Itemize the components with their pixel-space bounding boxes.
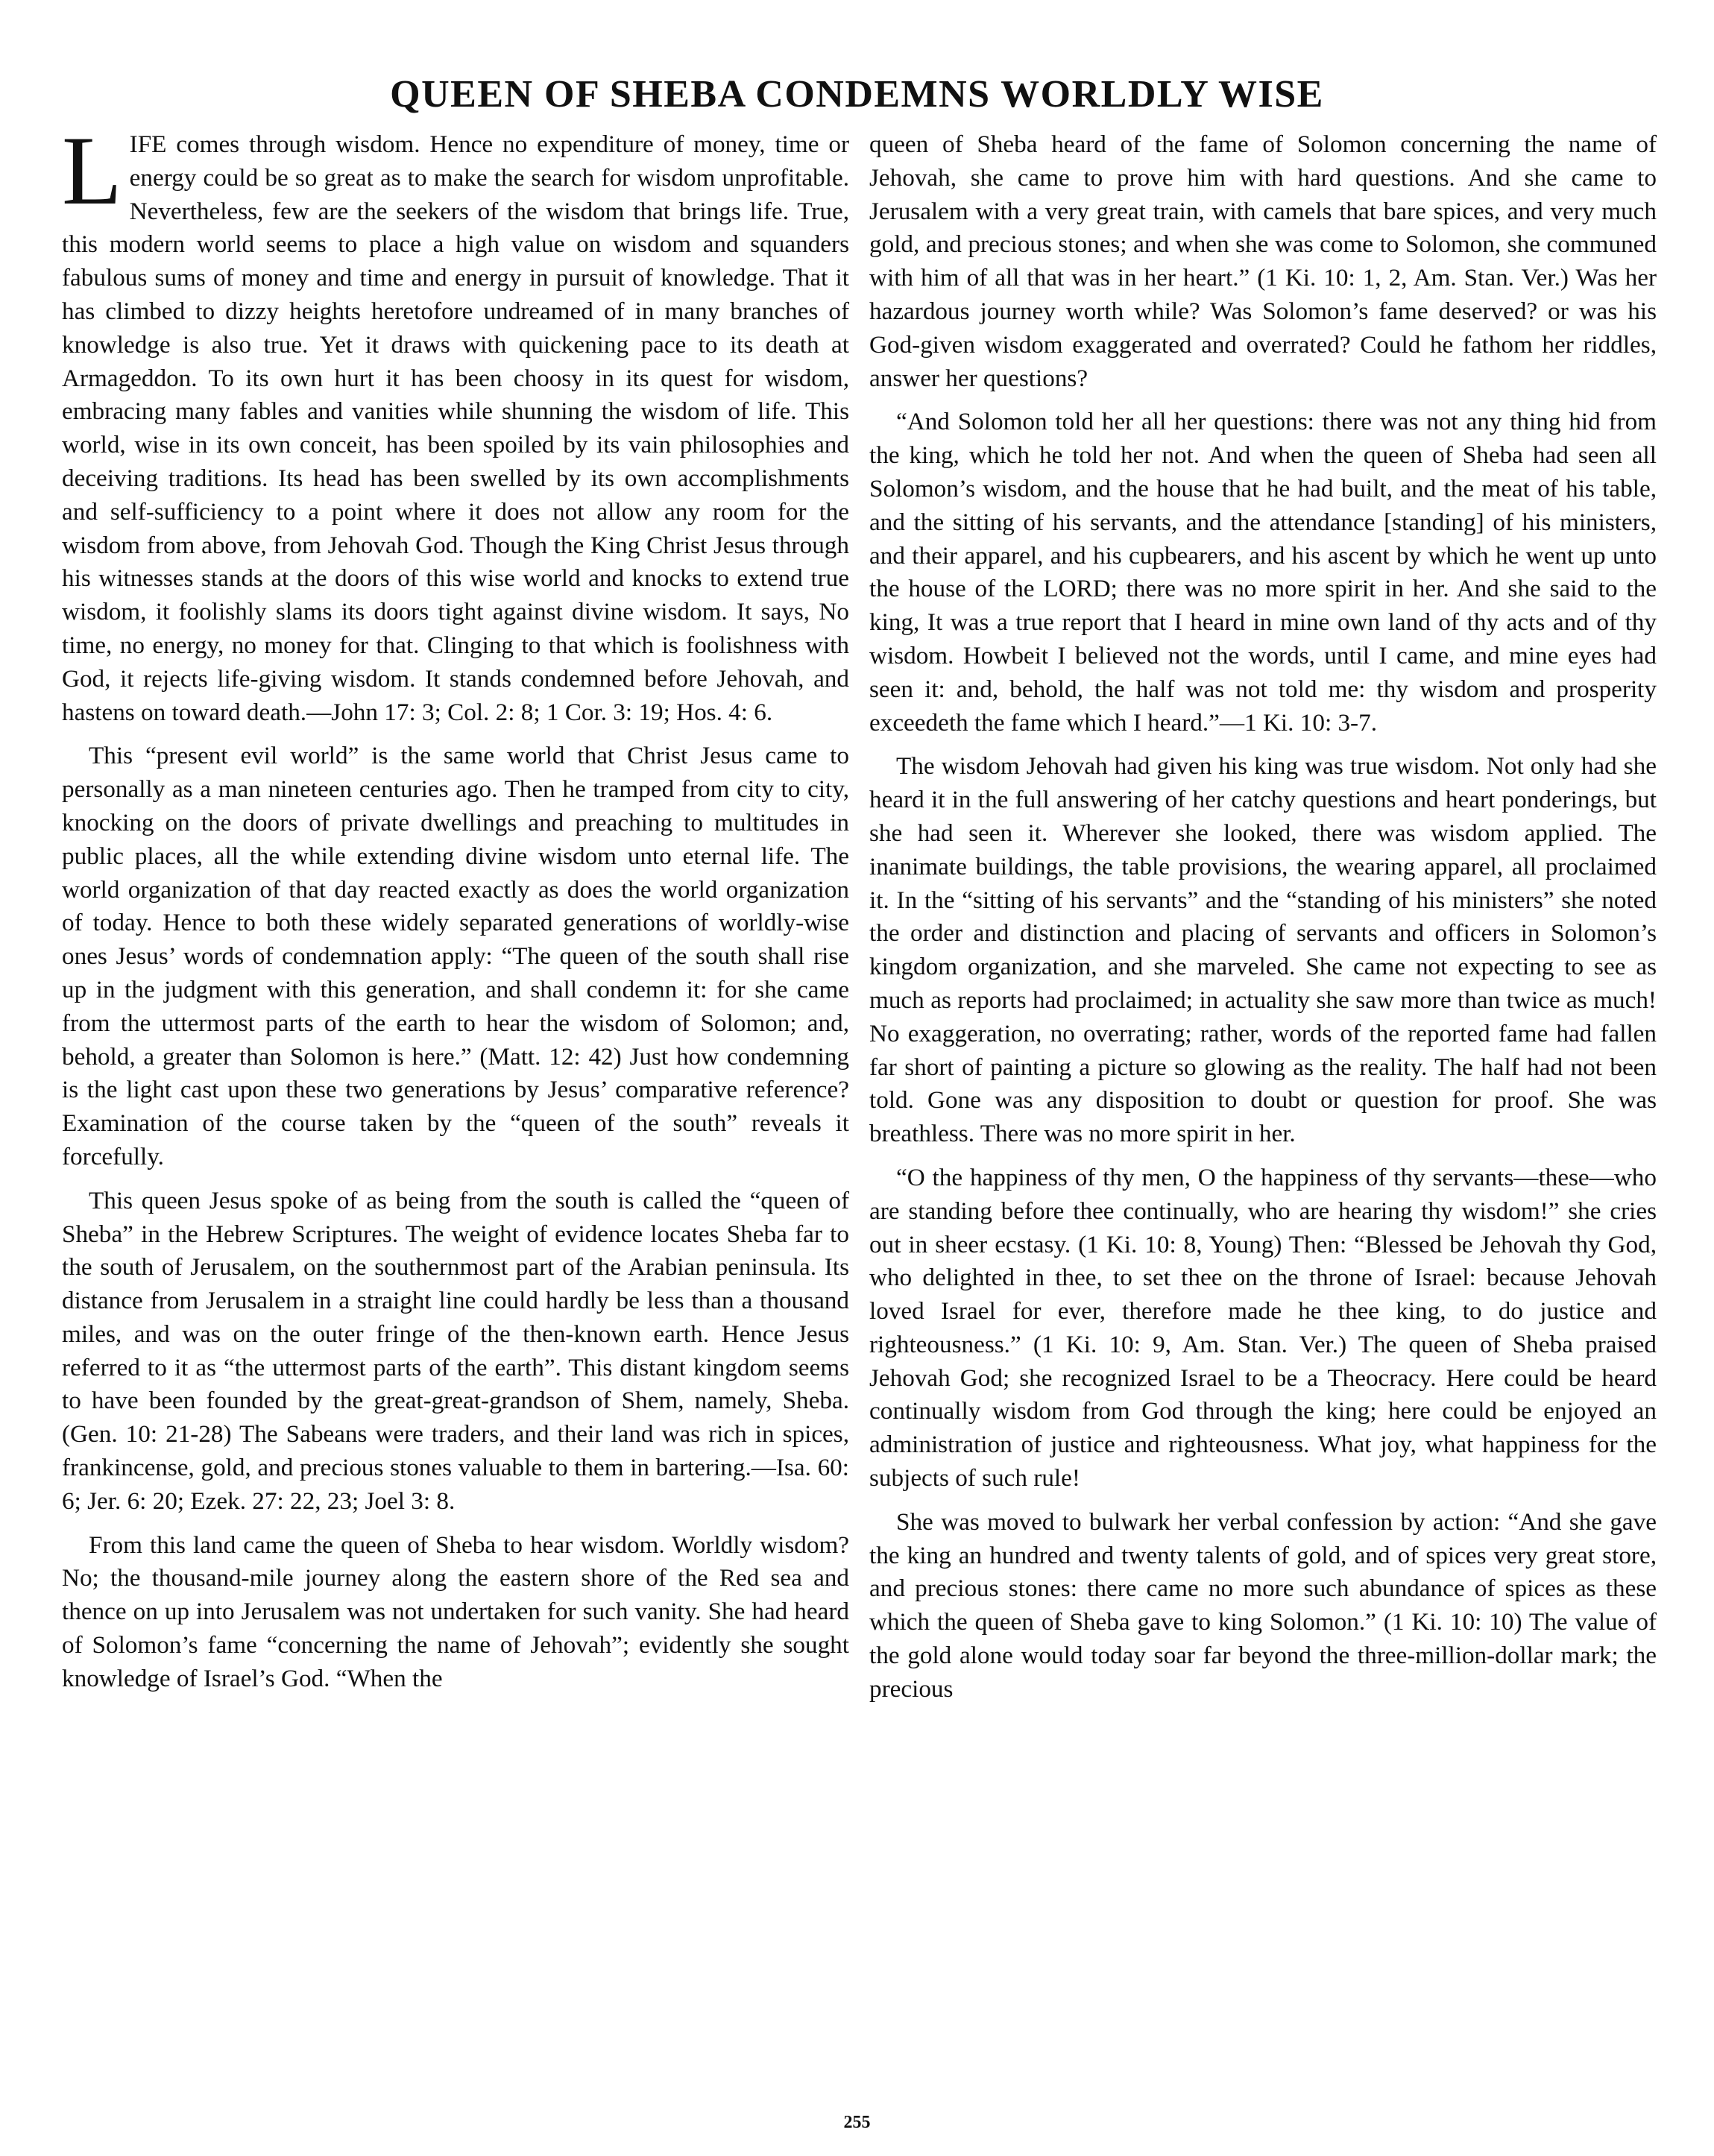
paragraph	[62, 116, 849, 729]
paragraph: “And Solomon told her all her questions: there was not any thing hid from the king, which he told her not. And when the queen of Sheba had seen all Solomon’s wisdom, and the house that he had built, and the meat of his table, and the sitting of his servants, and the attendance [standing] of his ministers, and their apparel, and his cupbearers, and his ascent by which he went up unto the house of the LORD; there was no more spirit in her. And she said to the king, It was a true report that I heard in mine own land of thy acts and of thy wisdom. Howbeit I believed not the words, until I came, and mine eyes had seen it: and, behold, the half was not told me: thy wisdom and prosperity exceedeth the fame which I heard.”—1 Ki. 10: 3-7.	[869, 408, 1657, 737]
right-column	[869, 128, 1657, 1717]
paragraph: She was moved to bulwark her verbal confession by action: “And she gave the king an hundred and twenty talents of gold, and of spices very great store, and precious stones: there came no more such abundance of spices as these which the queen of Sheba gave to king Solomon.” (1 Ki. 10: 10) The value of the gold alone would today soar far beyond the three-million-dollar mark; the precious	[869, 1507, 1657, 1703]
paragraph: The wisdom Jehovah had given his king was true wisdom. Not only had she heard it in the full answering of her catchy questions and heart ponderings, but she had seen it. Wherever she looked, there was wisdom applied. The inanimate buildings, the table provisions, the wearing apparel, all proclaimed it. In the “sitting of his servants” and the “standing of his ministers” she noted the order and distinction and placing of servants and officers in Solomon’s kingdom organization, and she marveled. She came not expecting to see as much as reports had proclaimed; in actuality she saw more than twice as much! No exaggeration, no overrating; rather, words of the reported fame had fallen far short of painting a picture so glowing as the reality. The half had not been told. Gone was any disposition to doubt or question for proof. She was breathless. There was no more spirit in her.	[869, 752, 1657, 1148]
paragraph: This “present evil world” is the same world that Christ Jesus came to personally as a man nineteen centuries ago. Then he tramped from city to city, knocking on the doors of private dwellings and preaching to multitudes in public places, all the while extending divine wisdom unto eternal life. The world organization of that day reacted exactly as does the world organization of today. Hence to both these widely separated generations of worldly-wise ones Jesus’ words of condemnation apply: “The queen of the south shall rise up in the judgment with this generation, and shall condemn it: for she came from the uttermost parts of the earth to hear the wisdom of Solomon; and, behold, a greater than Solomon is here.” (Matt. 12: 42) Just how condemning is the light cast upon these two generations by Jesus’ comparative reference? Examination of the course taken by the “queen of the south” reveals it forcefully.	[62, 742, 849, 1170]
page-title: QUEEN OF SHEBA CONDEMNS WORLDLY WISE	[390, 72, 1324, 116]
page-number: 255	[843, 2113, 871, 2132]
paragraph: From this land came the queen of Sheba to hear wisdom. Worldly wisdom? No; the thousand-mile journey along the eastern shore of the Red sea and thence on up into Jerusalem was not undertaken for such vanity. She had heard of Solomon’s fame “concerning the name of Jehovah”; evidently she sought knowledge of Israel’s God. “When the	[62, 1531, 849, 1692]
paragraph-text: IFE comes through wisdom. Hence no expenditure of money, time or energy could be so great as to make the search for wisdom unprofitable. Nevertheless, few are the seekers of the wisdom that brings life. True, this modern world seems to place a high value on wisdom and squanders fabulous sums of money and time and energy in pursuit of knowledge. That it has climbed to dizzy heights heretofore undreamed of in many branches of knowledge is also true. Yet it draws with quickening pace to its death at Armageddon. To its own hurt it has been choosy in its quest for wisdom, embracing many fables and vanities while shunning the wisdom of life. This world, wise in its own conceit, has been spoiled by its vain philosophies and deceiving traditions. Its head has been swelled by its own accomplishments and self-sufficiency to a point where it does not allow any room for the wisdom from above, from Jehovah God. Though the King Christ Jesus through his witnesses stands at the doors of this wise world and knocks to extend true wisdom, it foolishly slams its doors tight against divine wisdom. It says, No time, no energy, no money for that. Clinging to that which is foolishness with God, it rejects life-giving wisdom. It stands condemned before Jehovah, and hastens on toward death.—John 17: 3; Col. 2: 8; 1 Cor. 3: 19; Hos. 4: 6.	[62, 130, 849, 726]
paragraph: “O the happiness of thy men, O the happiness of thy servants—these—who are standing before thee continually, who are hearing thy wisdom!” she cries out in sheer ecstasy. (1 Ki. 10: 8, Young) Then: “Blessed be Jehovah thy God, who delighted in thee, to set thee on the throne of Israel: because Jehovah loved Israel for ever, therefore made he thee king, to do justice and righteousness.” (1 Ki. 10: 9, Am. Stan. Ver.) The queen of Sheba praised Jehovah God; she recognized Israel to be a Theocracy. Here could be heard continually wisdom from God through the king; here could be enjoyed an administration of justice and righteousness. What joy, what happiness for the subjects of such rule!	[869, 1163, 1657, 1493]
paragraph: This queen Jesus spoke of as being from the south is called the “queen of Sheba” in the Hebrew Scriptures. The weight of evidence locates Sheba far to the south of Jerusalem, on the southernmost part of the Arabian peninsula. Its distance from Jerusalem in a straight line could hardly be less than a thousand miles, and was on the outer fringe of the then-known earth. Hence Jesus referred to it as “the uttermost parts of the earth”. This distant kingdom seems to have been founded by the great-great-grandson of Shem, namely, Sheba. (Gen. 10: 21-28) The Sabeans were traders, and their land was rich in spices, frankincense, gold, and precious stones valuable to them in bartering.—Isa. 60: 6; Jer. 6: 20; Ezek. 27: 22, 23; Joel 3: 8.	[62, 1186, 849, 1515]
paragraph: queen of Sheba heard of the fame of Solomon concerning the name of Jehovah, she came to prove him with hard questions. And she came to Jerusalem with a very great train, with camels that bare spices, and very much gold, and precious stones; and when she was come to Solomon, she communed with him of all that was in her heart.” (1 Ki. 10: 1, 2, Am. Stan. Ver.) Was her hazardous journey worth while? Was Solomon’s fame deserved? or was his God-given wisdom exaggerated and overrated? Could he fathom her riddles, answer her questions?	[869, 130, 1657, 392]
left-column	[62, 116, 849, 1706]
drop-cap: L	[62, 116, 122, 225]
